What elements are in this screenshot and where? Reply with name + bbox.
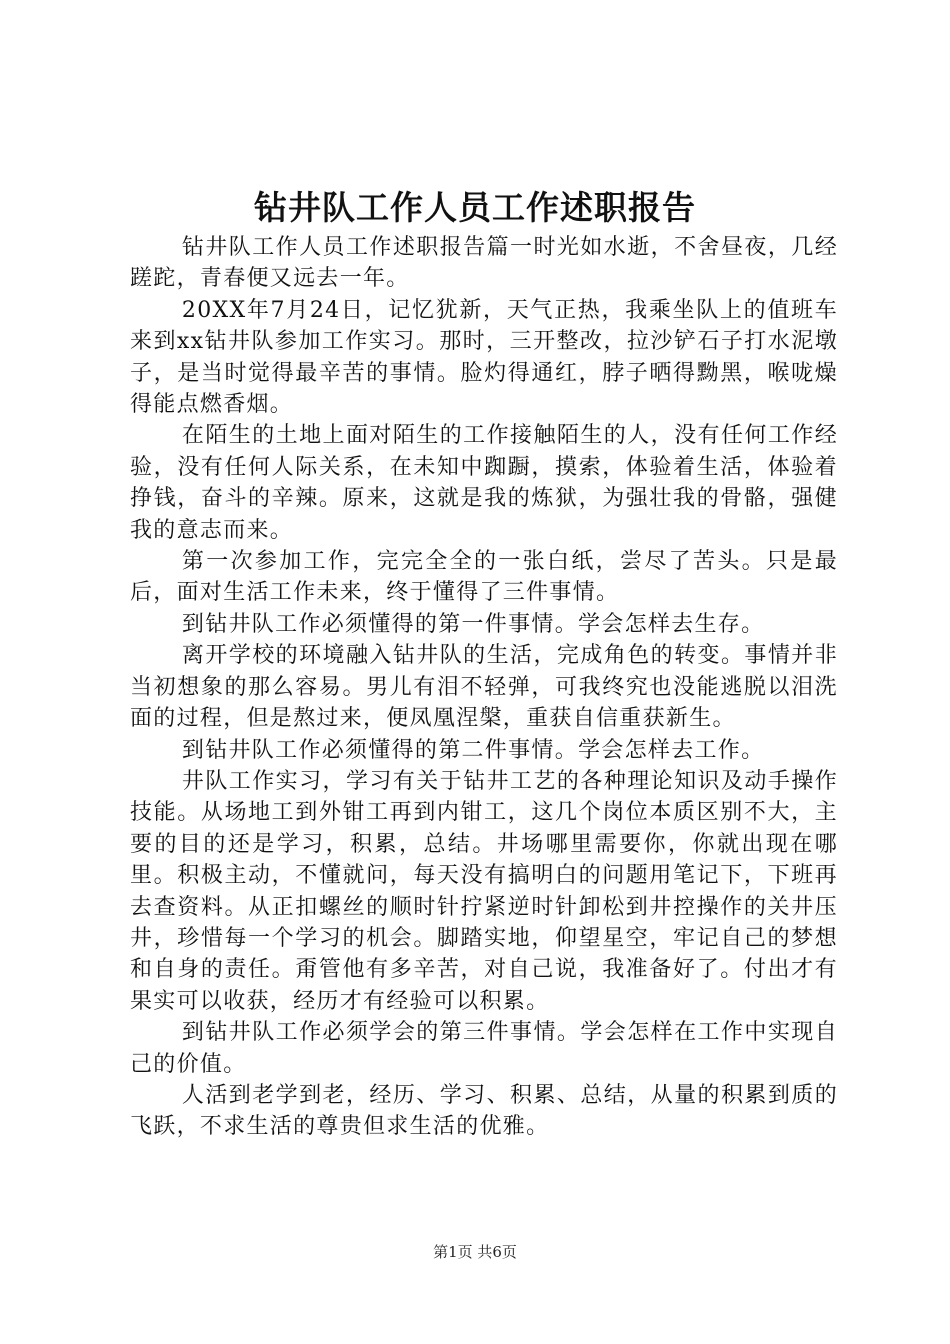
paragraph: 离开学校的环境融入钻井队的生活，完成角色的转变。事情并非当初想象的那么容易。男儿有泪不轻弹，可我终究也没能逃脱以泪洗面的过程，但是熬过来，便凤凰涅槃，重获自信重获新生。: [130, 643, 838, 732]
paragraph: 在陌生的土地上面对陌生的工作接触陌生的人，没有任何工作经验，没有任何人际关系，在未知中踟蹰，摸索，体验着生活，体验着挣钱，奋斗的辛辣。原来，这就是我的炼狱，为强壮我的骨骼，强健我的意志而来。: [130, 423, 838, 543]
paragraph: 到钻井队工作必须懂得的第二件事情。学会怎样去工作。: [181, 737, 765, 763]
paragraph: 第一次参加工作，完完全全的一张白纸，尝尽了苦头。只是最后，面对生活工作未来，终于懂得了三件事情。: [130, 549, 838, 606]
paragraph: 到钻井队工作必须懂得的第一件事情。学会怎样去生存。: [181, 611, 765, 637]
page-footer: 第1页 共6页: [433, 1243, 517, 1261]
paragraph: 钻井队工作人员工作述职报告篇一时光如水逝，不舍昼夜，几经蹉跎，青春便又远去一年。: [130, 235, 838, 292]
document-body: [130, 232, 838, 1143]
page-title: 钻井队工作人员工作述职报告: [254, 188, 696, 227]
paragraph: 井队工作实习，学习有关于钻井工艺的各种理论知识及动手操作技能。从场地工到外钳工再到内钳工，这几个岗位本质区别不大，主要的目的还是学习，积累，总结。井场哪里需要你，你就出现在哪里。积极主动，不懂就问，每天没有搞明白的问题用笔记下，下班再去查资料。从正扣螺丝的顺时针拧紧逆时针卸松到井控操作的关井压井，珍惜每一个学习的机会。脚踏实地，仰望星空，牢记自己的梦想和自身的责任。甭管他有多辛苦，对自己说，我准备好了。付出才有果实可以收获，经历才有经验可以积累。: [130, 768, 838, 1014]
paragraph: 20XX年7月24日，记忆犹新，天气正热，我乘坐队上的值班车来到xx钻井队参加工作实习。那时，三开整改，拉沙铲石子打水泥墩子，是当时觉得最辛苦的事情。脸灼得通红，脖子晒得黝黑，喉咙燥得能点燃香烟。: [130, 297, 838, 418]
paragraph: 到钻井队工作必须学会的第三件事情。学会怎样在工作中实现自己的价值。: [130, 1020, 838, 1077]
paragraph: 人活到老学到老，经历、学习、积累、总结，从量的积累到质的飞跃，不求生活的尊贵但求生活的优雅。: [130, 1082, 838, 1140]
